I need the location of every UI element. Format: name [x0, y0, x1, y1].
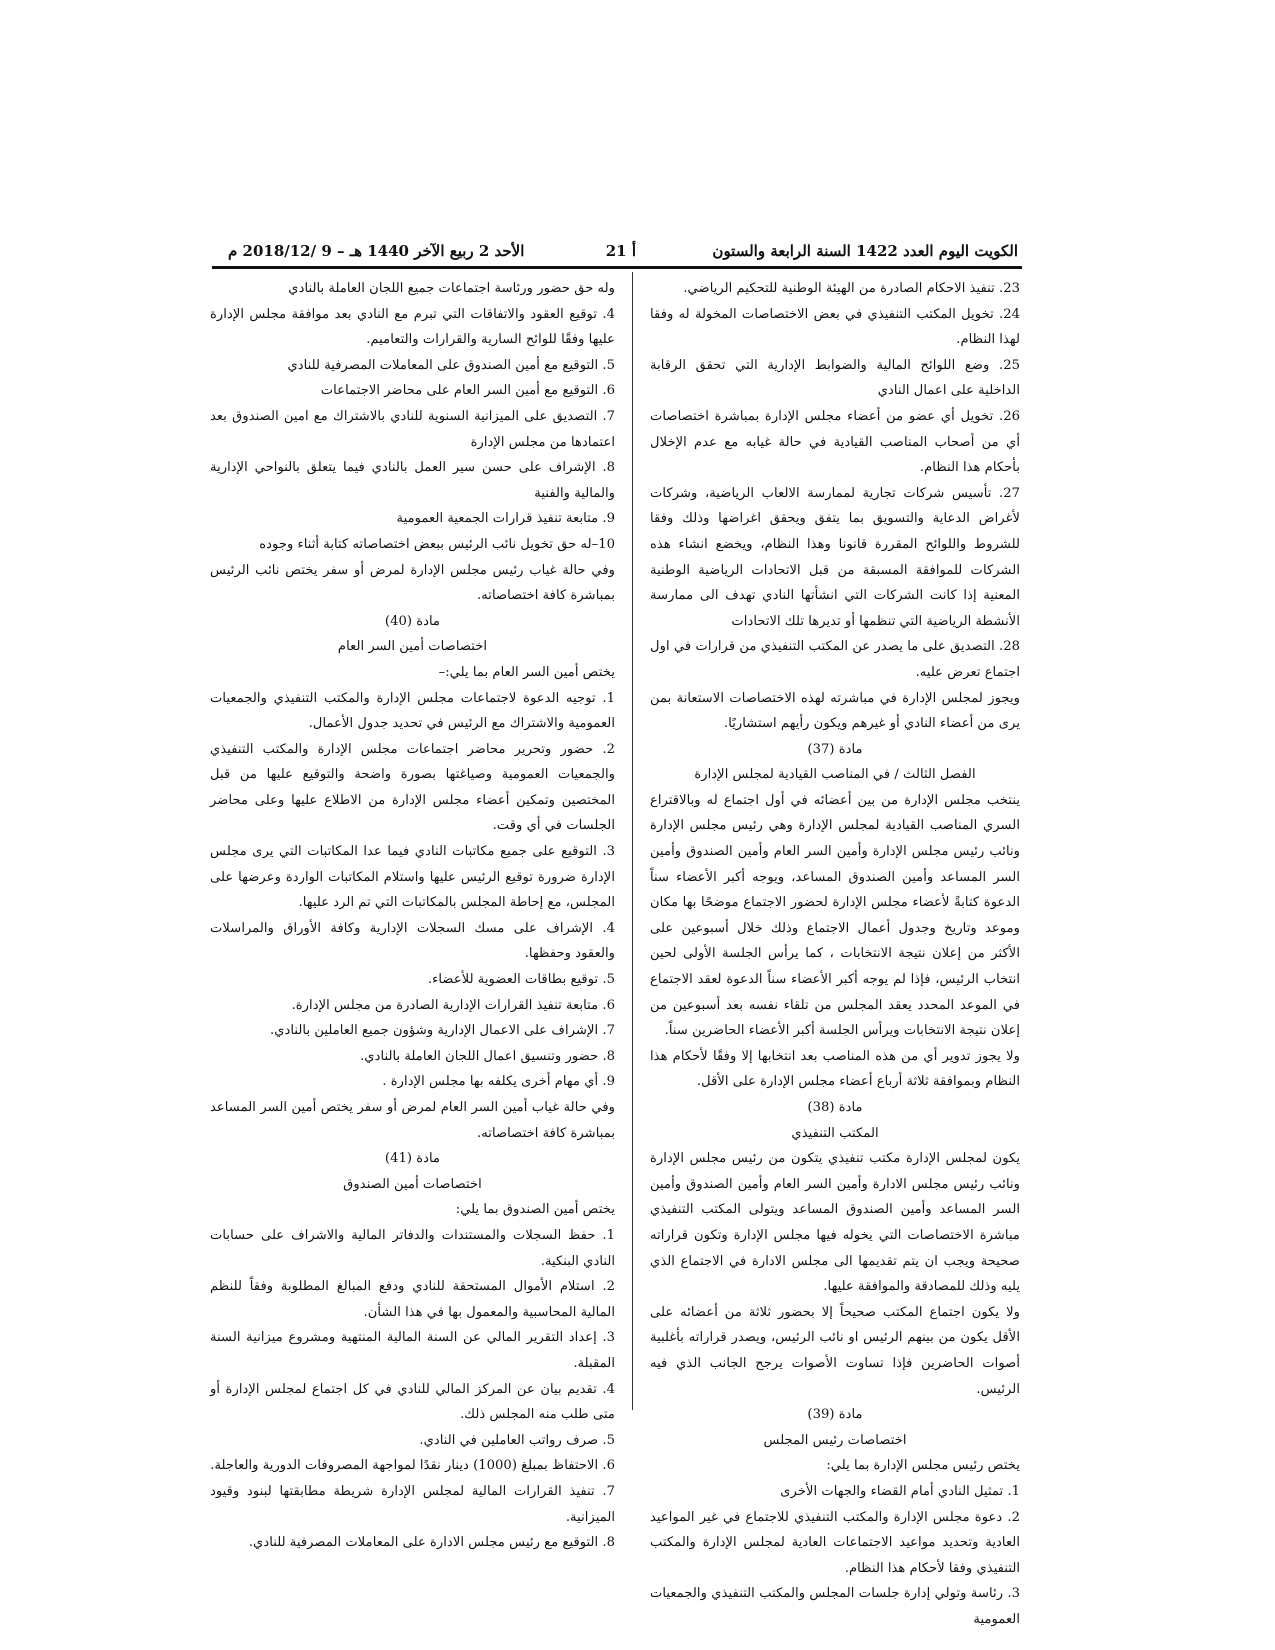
left-column: [210, 276, 615, 1556]
paragraph: وفي حالة غياب أمين السر العام لمرض أو سفر يختص أمين السر المساعد بمباشرة كافة اختصاصاته.: [210, 1100, 615, 1141]
issue-date: الأحد 2 ربيع الآخر 1440 هـ – 9 /2018/12 م: [228, 242, 525, 260]
paragraph: ولا يجوز تدوير أي من هذه المناصب بعد انتخابها إلا وفقًا لأحكام هذا النظام وبموافقة ثلاثة أرباع أعضاء مجلس الإدارة على الأقل.: [650, 1048, 1020, 1090]
section-heading: مادة (39): [807, 1407, 863, 1423]
paragraph: 1. حفظ السجلات والمستندات والدفاتر المالية والاشراف على حسابات النادي البنكية.: [210, 1227, 615, 1269]
paragraph: 3. رئاسة وتولي إدارة جلسات المجلس والمكتب التنفيذي والجمعيات العمومية: [650, 1586, 1020, 1627]
section-heading: اختصاصات رئيس المجلس: [763, 1432, 907, 1448]
paragraph: 8. التوقيع مع رئيس مجلس الادارة على المعاملات المصرفية للنادي.: [248, 1535, 615, 1551]
paragraph: 4. توقيع العقود والاتفاقات التي تبرم مع النادي بعد موافقة مجلس الإدارة عليها وفقًا للوائح السارية والقرارات والتعاميم.: [210, 306, 615, 348]
column-divider: [632, 272, 633, 1410]
right-column: [650, 276, 1020, 1632]
paragraph: 25. وضع اللوائح المالية والضوابط الإدارية التي تحقق الرقابة الداخلية على اعمال النادي: [650, 357, 1020, 399]
paragraph: 2. دعوة مجلس الإدارة والمكتب التنفيذي للاجتماع في غير المواعيد العادية وتحديد مواعيد الاجتماعات العادية لمجلس الإدارة والمكتب التنفيذي وفقا لأحكام هذا النظام.: [650, 1509, 1020, 1576]
paragraph: 7. الإشراف على الاعمال الإدارية وشؤون جميع العاملين بالنادي.: [270, 1023, 615, 1039]
paragraph: يختص أمين السر العام بما يلي:–: [438, 664, 615, 680]
paragraph: 9. أي مهام أخرى يكلفه بها مجلس الإدارة .: [382, 1074, 615, 1090]
section-heading: مادة (41): [384, 1151, 441, 1167]
header-rule: [212, 266, 1022, 269]
paragraph: 27. تأسيس شركات تجارية لممارسة الالعاب الرياضية، وشركات لأغراض الدعاية والتسويق بما يتفق ويحقق اغراضها وذلك وفقا للشروط واللوائح المقررة قانونا وهذا النظام، ويخضع انشاء هذه الشركات للموافقة المسبقة من قبل الاتحادات الرياضية الوطنية المعنية إذا كانت الشركات التي انشأتها النادي تهدف الى ممارسة الأنشطة الرياضية التي تنظمها أو تديرها تلك الاتحادات: [650, 485, 1020, 629]
paragraph: 3. إعداد التقرير المالي عن السنة المالية المنتهية ومشروع ميزانية السنة المقبلة.: [210, 1330, 615, 1371]
paragraph: 7. التصديق على الميزانية السنوية للنادي بالاشتراك مع امين الصندوق بعد اعتمادها من مجلس الإدارة: [210, 408, 615, 450]
paragraph: وله حق حضور ورئاسة اجتماعات جميع اللجان العاملة بالنادي: [288, 281, 615, 296]
paragraph: 6. التوقيع مع أمين السر العام على محاضر الاجتماعات: [320, 383, 615, 399]
section-heading: اختصاصات أمين السر العام: [337, 639, 488, 655]
page-number-value: 21: [605, 242, 627, 260]
section-heading: اختصاصات أمين الصندوق: [343, 1176, 482, 1192]
paragraph: وفي حالة غياب رئيس مجلس الإدارة لمرض أو سفر يختص نائب الرئيس بمباشرة كافة اختصاصاته.: [210, 562, 615, 604]
paragraph: 5. صرف رواتب العاملين في النادي.: [419, 1432, 615, 1448]
paragraph: 4. الإشراف على مسك السجلات الإدارية وكافة الأوراق والمراسلات والعقود وحفظها.: [210, 920, 615, 962]
paragraph: ينتخب مجلس الإدارة من بين أعضائه في أول اجتماع له وبالاقتراع السري المناصب القيادية لمجلس الإدارة وهي رئيس مجلس الإدارة ونائب رئيس مجلس الإدارة وأمين السر العام وأمين الصندوق وأمين السر المساعد وأمين الصندوق المساعد، ويوجه أكبر الأعضاء سناً الدعوة كتابةً لأعضاء مجلس الإدارة لحضور الاجتماع موضحًا بها مكان وموعد وتاريخ وجدول أعمال الاجتماع وذلك خلال أسبوعين على الأكثر من إعلان نتيجة الانتخابات ، كما يرأس الجلسة الأولى لحين انتخاب الرئيس، فإذا لم يوجه أكبر الأعضاء سناً الدعوة لعقد الاجتماع في الموعد المحدد يعقد المجلس من تلقاء نفسه بعد أسبوعين من إعلان نتيجة الانتخابات ويرأس الجلسة أكبر الأعضاء الحاضرين سناً.: [650, 792, 1020, 1039]
paragraph: 28. التصديق على ما يصدر عن المكتب التنفيذي من قرارات في اول اجتماع تعرض عليه.: [650, 639, 1020, 680]
section-heading: مادة (38): [807, 1100, 863, 1115]
paragraph: 2. استلام الأموال المستحقة للنادي ودفع المبالغ المطلوبة وفقاً للنظم المالية المحاسبية والمعمول بها في هذا الشأن.: [210, 1279, 615, 1320]
paragraph: 5. التوقيع مع أمين الصندوق على المعاملات المصرفية للنادي: [287, 357, 615, 373]
paragraph: 10–له حق تخويل نائب الرئيس ببعض اختصاصاته كتابة أثناء وجوده: [259, 536, 615, 552]
paragraph: 8. حضور وتنسيق اعمال اللجان العاملة بالنادي.: [360, 1048, 615, 1064]
gazette-title: الكويت اليوم العدد 1422 السنة الرابعة والستون: [712, 242, 1018, 260]
paragraph: 6. متابعة تنفيذ القرارات الإدارية الصادرة من مجلس الإدارة.: [291, 997, 615, 1013]
paragraph: 3. التوقيع على جميع مكاتبات النادي فيما عدا المكاتبات التي يرى مجلس الإدارة ضرورة توقيع الرئيس عليها واستلام المكاتبات الواردة وعرضها على المجلس، مع إحاطة المجلس بالمكاتبات التي تم الرد عليها.: [210, 844, 615, 911]
paragraph: ويجوز لمجلس الإدارة في مباشرته لهذه الاختصاصات الاستعانة بمن يرى من أعضاء النادي أو غيرهم ويكون رأيهم استشاريًا.: [650, 690, 1020, 732]
paragraph: 1. توجيه الدعوة لاجتماعات مجلس الإدارة والمكتب التنفيذي والجمعيات العمومية والاشتراك مع الرئيس في تحديد جدول الأعمال.: [210, 690, 615, 732]
paragraph: 26. تخويل أي عضو من أعضاء مجلس الإدارة بمباشرة اختصاصات أي من أصحاب المناصب القيادية في حالة غيابه مع عدم الإخلال بأحكام هذا النظام.: [650, 408, 1020, 476]
paragraph: يختص أمين الصندوق بما يلي:: [455, 1202, 615, 1218]
paragraph: ولا يكون اجتماع المكتب صحيحاً إلا بحضور ثلاثة من أعضائه على الأقل يكون من بينهم الرئيس او نائب الرئيس، ويصدر قراراته بأغلبية أصوات الحاضرين فإذا تساوت الأصوات يرجح الجانب الذي فيه الرئيس.: [650, 1304, 1020, 1397]
paragraph: 1. تمثيل النادي أمام القضاء والجهات الأخرى: [780, 1483, 1020, 1499]
paragraph: 2. حضور وتحرير محاضر اجتماعات مجلس الإدارة والمكتب التنفيذي والجمعيات العمومية وصياغتها بصورة واضحة والتوقيع عليها من قبل المختصين وتمكين أعضاء مجلس الإدارة من الاطلاع عليها وعلى محاضر الجلسات في أي وقت.: [210, 741, 615, 834]
paragraph: 9. متابعة تنفيذ قرارات الجمعية العمومية: [396, 511, 615, 527]
paragraph: يختص رئيس مجلس الإدارة بما يلي:: [826, 1458, 1020, 1474]
page-header: [228, 238, 1018, 268]
section-heading: مادة (37): [807, 741, 863, 757]
paragraph: 5. توقيع بطاقات العضوية للأعضاء.: [427, 972, 615, 988]
paragraph: 24. تخويل المكتب التنفيذي في بعض الاختصاصات المخولة له وفقا لهذا النظام.: [650, 306, 1020, 348]
paragraph: 7. تنفيذ القرارات المالية لمجلس الإدارة شريطة مطابقتها لبنود وقيود الميزانية.: [210, 1483, 615, 1525]
section-heading: مادة (40): [384, 613, 441, 629]
paragraph: يكون لمجلس الإدارة مكتب تنفيذي يتكون من رئيس مجلس الإدارة ونائب رئيس مجلس الادارة وأمين السر العام وأمين الصندوق وأمين السر المساعد وأمين الصندوق المساعد ويتولى المكتب التنفيذي مباشرة الاختصاصات التي يخوله فيها مجلس الإدارة وتكون قراراته صحيحة ويجب ان يتم تقديمها الى مجلس الادارة في الاجتماع الذي يليه وذلك للمصادقة والموافقة عليها.: [650, 1151, 1020, 1295]
paragraph: 4. تقديم بيان عن المركز المالي للنادي في كل اجتماع لمجلس الإدارة أو متى طلب منه المجلس ذلك.: [210, 1381, 615, 1423]
page-number: أ 21: [605, 242, 636, 260]
section-heading: الفصل الثالث / في المناصب القيادية لمجلس الإدارة: [694, 767, 976, 783]
paragraph: 23. تنفيذ الاحكام الصادرة من الهيئة الوطنية للتحكيم الرياضي.: [683, 281, 1020, 296]
paragraph: 6. الاحتفاظ بمبلغ (1000) دينار نقدًا لمواجهة المصروفات الدورية والعاجلة.: [210, 1458, 615, 1474]
paragraph: 8. الإشراف على حسن سير العمل بالنادي فيما يتعلق بالنواحي الإدارية والمالية والفنية: [210, 460, 615, 501]
section-heading: المكتب التنفيذي: [791, 1125, 879, 1141]
